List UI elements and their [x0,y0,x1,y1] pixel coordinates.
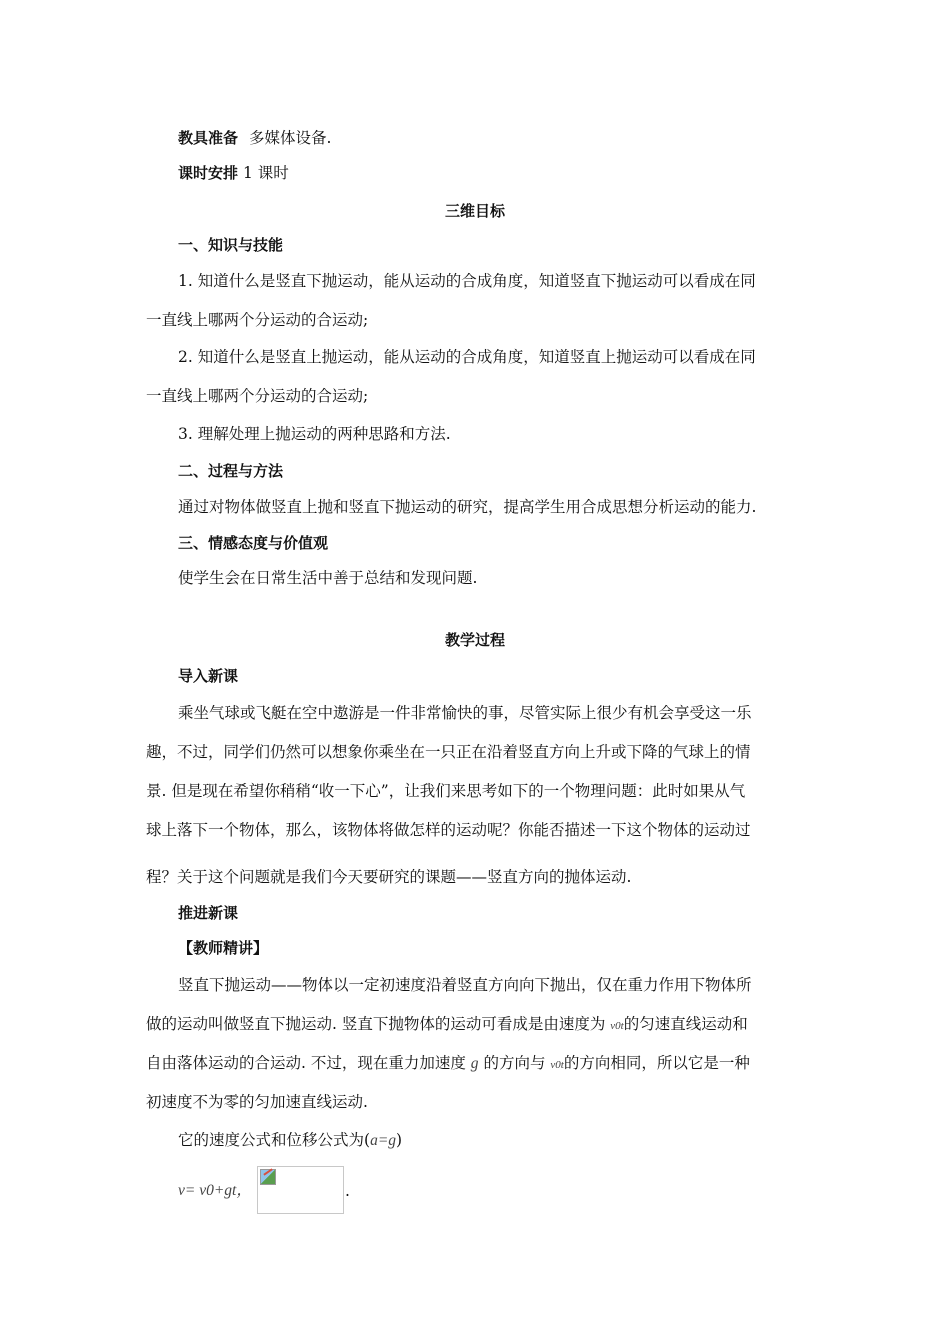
schedule-line [178,162,289,184]
intro-title: 导入新课 [178,667,239,685]
section1-item3: 3. 理解处理上抛运动的两种思路和方法. [178,425,451,443]
section3-title: 三、情感态度与价值观 [178,534,329,552]
section1-item1-line1: 1. 知道什么是竖直下抛运动，能从运动的合成角度，知道竖直下抛运动可以看成在同 [178,272,756,290]
advance-para-line3 [146,1052,750,1076]
goals-title: 三维目标 [444,202,505,220]
schedule-label: 课时安排 [178,164,239,182]
section2-text: 通过对物体做竖直上抛和竖直下抛运动的研究，提高学生用合成思想分析运动的能力. [178,498,757,516]
advance-para-line4: 初速度不为零的匀加速直线运动. [146,1093,368,1111]
formula-intro-end: ) [396,1131,403,1149]
intro-line3: 景. 但是现在希望你稍稍“收一下心”，让我们来思考如下的一个物理问题：此时如果从气 [146,782,746,800]
intro-line5: 程？关于这个问题就是我们今天要研究的课题——竖直方向的抛体运动. [146,868,632,886]
a-equals-g: a=g [370,1132,397,1149]
section1-item2-line2: 一直线上哪两个分运动的合运动; [146,387,369,405]
para3-start: 自由落体运动的合运动. 不过，现在重力加速度 [146,1054,471,1072]
prep-label: 教具准备 [178,129,239,147]
g-symbol: g [470,1055,479,1072]
broken-image-icon [260,1169,276,1185]
advance-title: 推进新课 [178,904,239,922]
intro-line1: 乘坐气球或飞艇在空中遨游是一件非常愉快的事，尽管实际上很少有机会享受这一乐 [178,704,752,722]
prep-text: 多媒体设备. [248,129,332,147]
teacher-heading: 【教师精讲】 [178,939,269,957]
para2-end: 的匀速直线运动和 [623,1015,748,1033]
velocity-formula: v= v0+gt， [178,1182,252,1199]
prep-line [178,127,331,149]
para2-start: 做的运动叫做竖直下抛运动. 竖直下抛物体的运动可看成是由速度为 [146,1015,611,1033]
formula-period: . [345,1182,350,1200]
section2-title: 二、过程与方法 [178,462,284,480]
section3-text: 使学生会在日常生活中善于总结和发现问题. [178,569,478,587]
formula-intro-start: 它的速度公式和位移公式为( [178,1131,371,1149]
intro-line2: 趣，不过，同学们仍然可以想象你乘坐在一只正在沿着竖直方向上升或下降的气球上的情 [146,743,751,761]
process-title: 教学过程 [444,631,505,649]
section1-title: 一、知识与技能 [178,236,284,254]
para3-mid: 的方向与 [478,1054,551,1072]
schedule-text: 1 课时 [242,164,289,182]
formula-intro [178,1129,402,1152]
v0t-symbol: v0t [610,1020,624,1032]
section1-item1-line2: 一直线上哪两个分运动的合运动; [146,311,369,329]
advance-para-line1: 竖直下抛运动——物体以一定初速度沿着竖直方向向下抛出，仅在重力作用下物体所 [178,976,752,994]
para3-end: 的方向相同，所以它是一种 [563,1054,750,1072]
v0t-symbol-2: v0t [550,1059,564,1071]
intro-line4: 球上落下一个物体，那么，该物体将做怎样的运动呢？你能否描述一下这个物体的运动过 [146,821,751,839]
advance-para-line2 [146,1013,748,1037]
section1-item2-line1: 2. 知道什么是竖直上抛运动，能从运动的合成角度，知道竖直上抛运动可以看成在同 [178,348,756,366]
displacement-formula-image [257,1166,344,1214]
